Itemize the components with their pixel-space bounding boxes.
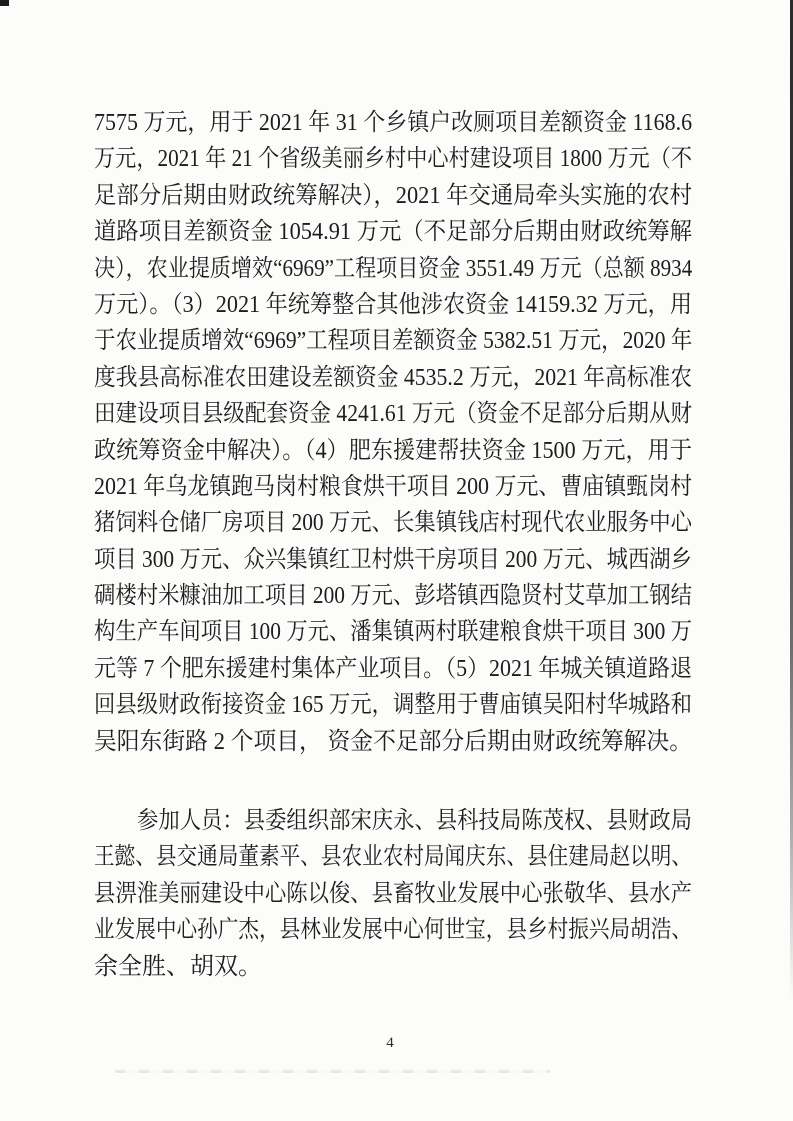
text-line: 元等 7 个肥东援建村集体产业项目。（5）2021 年城关镇道路退 [94,655,693,682]
text-line: 7575 万元，用于 2021 年 31 个乡镇户改厕项目差额资金 1168.6 [94,110,693,136]
scan-artifact-corner-mark [0,0,9,6]
text-line: 于农业提质增效“6969”工程项目差额资金 5382.51 万元，2020 年 [94,328,693,355]
text-line: 余全胜、胡双。 [94,953,262,980]
text-line: 田建设项目县级配套资金 4241.61 万元（资金不足部分后期从财 [94,401,693,428]
text-line: 足部分后期由财政统筹解决），2021 年交通局牵头实施的农村 [94,182,693,209]
text-line: 万元，2021 年 21 个省级美丽乡村中心村建设项目 1800 万元（不 [94,146,692,173]
page-number: 4 [386,1035,394,1051]
text-line: 碉楼村米糠油加工项目 200 万元、彭塔镇西隐贤村艾草加工钢结 [94,583,693,610]
text-line: 回县级财政衔接资金 165 万元，调整用于曹庙镇吴阳村华城路和 [94,692,693,719]
text-line: 项目 300 万元、众兴集镇红卫村烘干房项目 200 万元、城西湖乡 [94,546,693,573]
text-line: 王懿、县交通局董素平、县农业农村局闻庆东、县住建局赵以明、 [94,844,693,871]
attendees-paragraph [94,803,692,985]
funds-allocation-paragraph [94,105,692,760]
text-line: 道路项目差额资金 1054.91 万元（不足部分后期由财政统筹解 [94,219,693,246]
text-line: 决），农业提质增效“6969”工程项目资金 3551.49 万元（总额 8934 [94,255,693,282]
text-line: 万元）。（3）2021 年统筹整合其他涉农资金 14159.32 万元，用 [94,291,692,318]
text-line: 吴阳东街路 2 个项目， 资金不足部分后期由财政统筹解决。 [94,728,692,755]
text-line: 构生产车间项目 100 万元、潘集镇两村联建粮食烘干项目 300 万 [94,619,693,646]
text-line: 县淠淮美丽建设中心陈以俊、县畜牧业发展中心张敬华、县水产 [94,880,693,907]
text-line: 度我县高标准农田建设差额资金 4535.2 万元，2021 年高标准农 [94,364,693,391]
text-line: 2021 年乌龙镇跑马岗村粮食烘干项目 200 万元、曹庙镇甄岗村 [94,473,693,500]
text-line: 参加人员：县委组织部宋庆永、县科技局陈茂权、县财政局 [137,808,692,834]
text-line: 业发展中心孙广杰，县林业发展中心何世宝，县乡村振兴局胡浩、 [94,917,693,944]
scan-artifact-smudge [115,1070,550,1073]
text-line: 政统筹资金中解决）。（4）肥东援建帮扶资金 1500 万元，用于 [94,437,692,464]
text-line: 猪饲料仓储厂房项目 200 万元、长集镇钱店村现代农业服务中心 [94,510,693,537]
